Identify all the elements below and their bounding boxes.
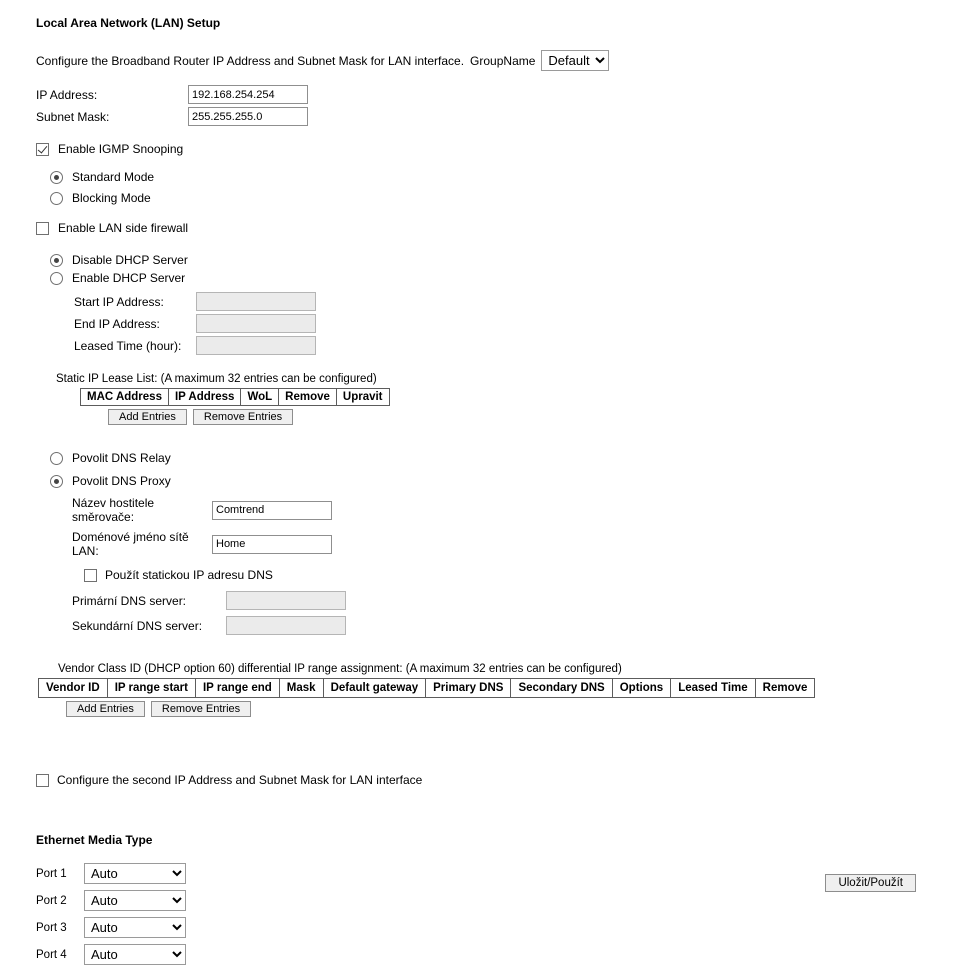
vendor-class-note: Vendor Class ID (DHCP option 60) differential IP range assignment: (A maximum 32 entries can be configured) xyxy=(58,663,622,675)
dns-server-fields xyxy=(72,591,936,635)
vendor-class-table xyxy=(38,678,815,698)
th-default-gateway: Default gateway xyxy=(323,679,426,698)
igmp-mode-group xyxy=(50,170,936,205)
blocking-mode-radio[interactable] xyxy=(50,192,63,205)
th-mask: Mask xyxy=(279,679,323,698)
th-options: Options xyxy=(612,679,670,698)
igmp-snooping-row[interactable] xyxy=(36,142,936,156)
vendor-buttons xyxy=(66,701,936,717)
ip-address-label: IP Address: xyxy=(36,87,98,102)
dns-proxy-row[interactable] xyxy=(50,474,936,488)
subnet-mask-input[interactable] xyxy=(188,107,308,126)
enable-dhcp-row[interactable] xyxy=(50,271,936,285)
ethernet-ports xyxy=(36,863,936,965)
lan-domain-input[interactable] xyxy=(212,535,332,554)
intro-text: Configure the Broadband Router IP Address and Subnet Mask for LAN interface. xyxy=(36,53,465,68)
secondary-dns-input[interactable] xyxy=(226,616,346,635)
enable-dhcp-radio[interactable] xyxy=(50,272,63,285)
dhcp-fields xyxy=(74,292,936,355)
th-remove: Remove xyxy=(279,389,337,406)
remove-entries-button[interactable]: Remove Entries xyxy=(193,409,293,425)
port-2-label: Port 2 xyxy=(36,894,67,907)
static-lease-note: Static IP Lease List: (A maximum 32 entries can be configured) xyxy=(56,373,377,385)
dns-relay-row[interactable] xyxy=(50,451,936,465)
leased-time-input[interactable] xyxy=(196,336,316,355)
static-dns-checkbox[interactable] xyxy=(84,569,97,582)
standard-mode-radio[interactable] xyxy=(50,171,63,184)
port-4-select[interactable] xyxy=(84,944,186,965)
table-header-row xyxy=(81,389,390,406)
disable-dhcp-label: Disable DHCP Server xyxy=(72,253,188,267)
dns-group xyxy=(50,451,936,635)
standard-mode-row[interactable] xyxy=(50,170,936,184)
enable-dhcp-label: Enable DHCP Server xyxy=(72,271,186,285)
ip-address-input[interactable] xyxy=(188,85,308,104)
secondary-dns-label: Sekundární DNS server: xyxy=(72,618,203,633)
th-ip-range-start: IP range start xyxy=(107,679,195,698)
primary-dns-input[interactable] xyxy=(226,591,346,610)
port-3-select[interactable] xyxy=(84,917,186,938)
th-vendor-id: Vendor ID xyxy=(39,679,108,698)
static-lease-table xyxy=(80,388,390,406)
vendor-header-row xyxy=(39,679,815,698)
second-ip-label: Configure the second IP Address and Subnet Mask for LAN interface xyxy=(57,773,423,787)
th-primary-dns: Primary DNS xyxy=(426,679,511,698)
end-ip-input[interactable] xyxy=(196,314,316,333)
lan-domain-label: Doménové jméno sítě LAN: xyxy=(72,530,189,558)
dns-proxy-radio[interactable] xyxy=(50,475,63,488)
static-lease-buttons xyxy=(108,409,936,425)
start-ip-input[interactable] xyxy=(196,292,316,311)
th-upravit: Upravit xyxy=(336,389,389,406)
dns-relay-label: Povolit DNS Relay xyxy=(72,451,171,465)
dhcp-group xyxy=(50,253,936,355)
router-hostname-label: Název hostitele směrovače: xyxy=(72,496,155,524)
ip-fields xyxy=(36,85,936,126)
add-entries-button[interactable]: Add Entries xyxy=(108,409,187,425)
groupname-select[interactable] xyxy=(541,50,609,71)
ethernet-media-type-title: Ethernet Media Type xyxy=(36,833,153,847)
groupname-label: GroupName xyxy=(470,53,536,68)
dns-relay-radio[interactable] xyxy=(50,452,63,465)
port-1-label: Port 1 xyxy=(36,867,67,880)
th-secondary-dns: Secondary DNS xyxy=(511,679,612,698)
second-ip-checkbox[interactable] xyxy=(36,774,49,787)
port-3-label: Port 3 xyxy=(36,921,67,934)
igmp-snooping-checkbox[interactable] xyxy=(36,143,49,156)
leased-time-label: Leased Time (hour): xyxy=(74,338,182,353)
end-ip-label: End IP Address: xyxy=(74,316,160,331)
th-ip-range-end: IP range end xyxy=(195,679,279,698)
static-dns-row[interactable] xyxy=(84,568,936,582)
th-mac-address: MAC Address xyxy=(81,389,169,406)
dns-proxy-label: Povolit DNS Proxy xyxy=(72,474,171,488)
second-ip-row[interactable] xyxy=(36,773,936,787)
disable-dhcp-row[interactable] xyxy=(50,253,936,267)
intro-row xyxy=(36,50,936,71)
static-dns-label: Použít statickou IP adresu DNS xyxy=(105,568,273,582)
th-ip-address: IP Address xyxy=(168,389,240,406)
lan-firewall-checkbox[interactable] xyxy=(36,222,49,235)
primary-dns-label: Primární DNS server: xyxy=(72,593,187,608)
vendor-add-entries-button[interactable]: Add Entries xyxy=(66,701,145,717)
th-remove-vendor: Remove xyxy=(755,679,815,698)
start-ip-label: Start IP Address: xyxy=(74,294,164,309)
dns-name-fields xyxy=(72,496,936,558)
router-hostname-input[interactable] xyxy=(212,501,332,520)
lan-firewall-label: Enable LAN side firewall xyxy=(58,221,189,235)
blocking-mode-row[interactable] xyxy=(50,191,936,205)
port-1-select[interactable] xyxy=(84,863,186,884)
lan-firewall-row[interactable] xyxy=(36,221,936,235)
save-apply-button[interactable]: Uložit/Použít xyxy=(825,874,916,892)
th-leased-time: Leased Time xyxy=(671,679,755,698)
port-2-select[interactable] xyxy=(84,890,186,911)
footer-actions xyxy=(825,874,916,892)
port-4-label: Port 4 xyxy=(36,948,67,961)
page-title: Local Area Network (LAN) Setup xyxy=(36,16,221,30)
subnet-mask-label: Subnet Mask: xyxy=(36,109,110,124)
th-wol: WoL xyxy=(241,389,279,406)
vendor-remove-entries-button[interactable]: Remove Entries xyxy=(151,701,251,717)
standard-mode-label: Standard Mode xyxy=(72,170,155,184)
igmp-snooping-label: Enable IGMP Snooping xyxy=(58,142,184,156)
blocking-mode-label: Blocking Mode xyxy=(72,191,151,205)
disable-dhcp-radio[interactable] xyxy=(50,254,63,267)
